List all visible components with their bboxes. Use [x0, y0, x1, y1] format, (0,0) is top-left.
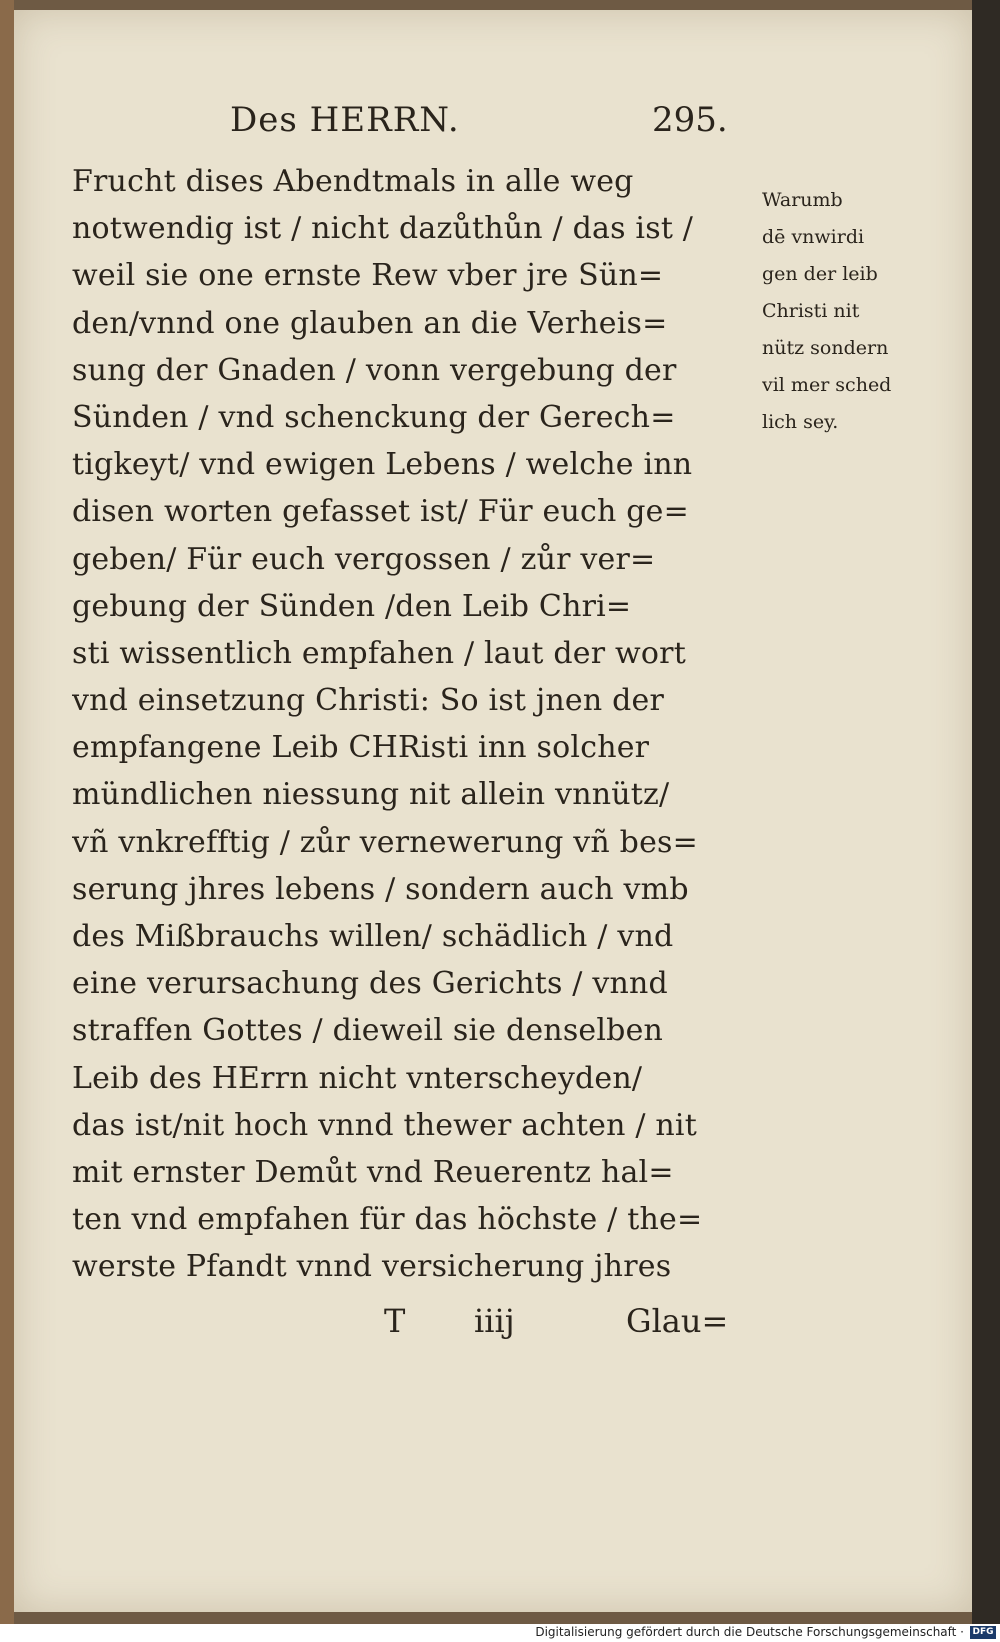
text-line: Frucht dises Abendtmals in alle weg	[72, 164, 634, 199]
margin-note	[762, 182, 912, 441]
text-line: mündlichen niessung nit allein vnnütz/	[72, 777, 670, 813]
margin-note-line: gen der leib	[762, 263, 878, 285]
text-line: straffen Gottes / dieweil sie denselben	[72, 1013, 664, 1049]
text-line: vnd einsetzung Christi: So ist jnen der	[72, 683, 665, 719]
text-line: vñ vnkrefftig / zůr vernewerung vñ bes=	[72, 824, 698, 860]
margin-note-line: nütz sondern	[762, 337, 889, 359]
footer-credit: Digitalisierung gefördert durch die Deutsche Forschungsgemeinschaft ·	[535, 1625, 964, 1639]
body-text	[72, 158, 752, 1291]
running-head: Des HERRN.	[230, 100, 460, 140]
text-line: empfangene Leib CHRisti inn solcher	[72, 730, 650, 766]
text-line: notwendig ist / nicht dazůthůn / das ist /	[72, 211, 694, 247]
text-line: disen worten gefasset ist/ Für euch ge=	[72, 494, 689, 530]
text-line: sung der Gnaden / vonn vergebung der	[72, 352, 677, 388]
dfg-logo: DFG	[970, 1626, 996, 1639]
text-line: gebung der Sünden /den Leib Chri=	[72, 588, 632, 624]
margin-note-line: Warumb	[762, 189, 843, 211]
book-outer-edge	[972, 0, 1000, 1624]
text-line: das ist/nit hoch vnnd thewer achten / nit	[72, 1107, 697, 1143]
text-line: weil sie one ernste Rew vber jre Sün=	[72, 258, 664, 294]
text-line: Leib des HErrn nicht vnterscheyden/	[72, 1060, 643, 1096]
text-line: tigkeyt/ vnd ewigen Lebens / welche inn	[72, 447, 693, 483]
text-line: mit ernster Demůt vnd Reuerentz hal=	[72, 1154, 674, 1190]
margin-note-line: dē vnwirdi	[762, 226, 865, 248]
page-number: 295.	[652, 100, 728, 140]
text-line: eine verursachung des Gerichts / vnnd	[72, 966, 668, 1002]
margin-note-line: vil mer sched	[762, 374, 892, 396]
catchword: Glau=	[626, 1302, 729, 1340]
text-line: werste Pfandt vnnd versicherung jhres	[72, 1249, 672, 1285]
signature-number: iiij	[474, 1302, 515, 1340]
text-line: geben/ Für euch vergossen / zůr ver=	[72, 541, 656, 577]
text-line: serung jhres lebens / sondern auch vmb	[72, 871, 689, 907]
text-line: Sünden / vnd schenckung der Gerech=	[72, 399, 676, 435]
signature-letter: T	[384, 1302, 406, 1340]
margin-note-line: lich sey.	[762, 411, 839, 433]
margin-note-line: Christi nit	[762, 300, 860, 322]
text-line: den/vnnd one glauben an die Verheis=	[72, 305, 668, 341]
book-binding-edge	[0, 0, 14, 1624]
text-line: sti wissentlich empfahen / laut der wort	[72, 635, 686, 671]
text-line: ten vnd empfahen für das höchste / the=	[72, 1202, 703, 1238]
text-line: des Mißbrauchs willen/ schädlich / vnd	[72, 919, 674, 954]
digitization-footer	[0, 1624, 1000, 1642]
